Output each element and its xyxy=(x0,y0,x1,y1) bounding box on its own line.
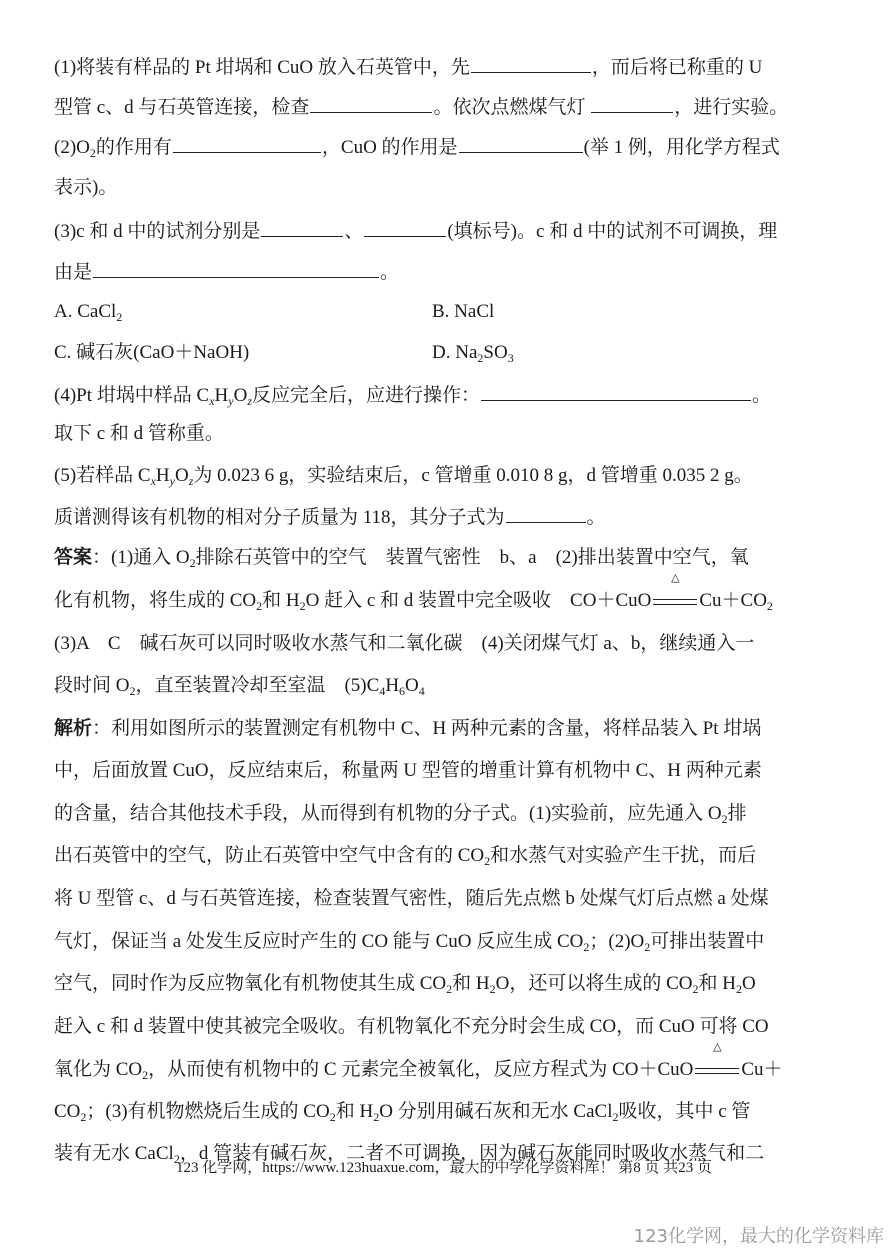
text: 、 xyxy=(344,221,364,242)
answer-line3: (3)A C 碱石灰可以同时吸收水蒸气和二氧化碳 (4)关闭煤气灯 a、b，继续通入一 xyxy=(54,633,755,654)
analysis-line3: 的含量，结合其他技术手段，从而得到有机物的分子式。(1)实验前，应先通入 $O_2$排 xyxy=(54,803,747,826)
analysis-line4: 出石英管中的空气，防止石英管中空气中含有的 $CO_2$和水蒸气对实验产生干扰，而后 xyxy=(54,845,757,868)
q3-line1 xyxy=(54,216,777,244)
text: ，CuO 的作用是 xyxy=(321,137,458,158)
heat-equals-sign: △ xyxy=(651,587,699,615)
text: 反应完全后，应进行操作： xyxy=(251,385,480,406)
text: 型管 c、d 与石英管连接，检查 xyxy=(54,97,310,118)
q5-line2 xyxy=(54,502,606,530)
answer-blank[interactable] xyxy=(459,132,583,153)
analysis-line2: 中，后面放置 CuO，反应结束后，称量两 U 型管的增重计算有机物中 C、H 两种元素 xyxy=(54,760,762,781)
analysis-line8: 赶入 c 和 d 装置中使其被完全吸收。有机物氧化不充分时会生成 CO，而 CuO 可将 CO xyxy=(54,1016,769,1037)
text: (举 1 例，用化学方程式 xyxy=(583,137,780,158)
heat-equals-sign: △ xyxy=(693,1056,741,1084)
q2-line1 xyxy=(54,132,780,160)
page-footer: 123 化学网，https://www.123huaxue.com，最大的中学化学资料库！ 第8 页 共23 页 xyxy=(175,1160,713,1176)
answer-blank[interactable] xyxy=(471,52,591,73)
q3-line2 xyxy=(54,257,399,285)
text: (3)c 和 d 中的试剂分别是 xyxy=(54,221,261,242)
answer-line2: 化有机物，将生成的 $CO_2$和 $H_2O$ 赶入 c 和 d 装置中完全吸收 CO＋CuO △ $Cu+CO_2$ xyxy=(54,572,773,613)
analysis-line7: 空气，同时作为反应物氧化有机物使其生成 $CO_2$和 $H_2O$，还可以将生成的 $CO_2$和 $H_2O$ xyxy=(54,973,756,996)
option-a: A. CaCl$_2$ xyxy=(54,301,123,324)
text: 的作用有 xyxy=(95,137,172,158)
text: 表示)。 xyxy=(54,177,118,198)
answer-blank[interactable] xyxy=(310,92,432,113)
analysis-line1: 解析：利用如图所示的装置测定有机物中 C、H 两种元素的含量，将样品装入 Pt 坩埚 xyxy=(54,718,762,739)
text: (填标号)。c 和 d 中的试剂不可调换，理 xyxy=(447,221,778,242)
answer-label: 答案 xyxy=(54,547,93,568)
option-b: B. NaCl xyxy=(432,301,495,322)
answer-blank[interactable] xyxy=(93,257,379,278)
text: 由是 xyxy=(54,262,93,283)
text: 。 xyxy=(586,507,606,528)
q4-line2 xyxy=(54,420,224,448)
q2-line2 xyxy=(54,174,117,202)
text: (4)Pt 坩埚中样品 C xyxy=(54,385,210,406)
answer-blank[interactable] xyxy=(591,92,673,113)
text: ，进行实验。 xyxy=(674,97,789,118)
answer-blank[interactable] xyxy=(506,502,586,523)
analysis-line5: 将 U 型管 c、d 与石英管连接，检查装置气密性，随后先点燃 b 处煤气灯后点燃 a 处煤 xyxy=(54,888,769,909)
answer-line1: 答案：(1)通入 $O_2$排除石英管中的空气 装置气密性 b、a (2)排出装置中空气，氧 xyxy=(54,547,749,570)
text: 为 0.023 6 g，实验结束后，c 管增重 0.010 8 g，d 管增重 0.035 2 g。 xyxy=(193,465,753,486)
text: 。依次点燃煤气灯 xyxy=(433,97,586,118)
text: 。 xyxy=(752,385,772,406)
analysis-line9: 氧化为 $CO_2$，从而使有机物中的 C 元素完全被氧化，反应方程式为 CO＋CuO △ Cu＋ xyxy=(54,1041,783,1082)
answer-blank[interactable] xyxy=(173,132,321,153)
option-d: D. $Na_2SO_3$ xyxy=(432,342,514,365)
text: 质谱测得该有机物的相对分子质量为 118，其分子式为 xyxy=(54,507,505,528)
answer-blank[interactable] xyxy=(261,216,343,237)
subscript: 2 xyxy=(89,146,96,160)
text: 。 xyxy=(380,262,400,283)
text: (2)O xyxy=(54,137,90,158)
text: ，而后将已称重的 U xyxy=(591,57,763,78)
text: (1)将装有样品的 Pt 坩埚和 CuO 放入石英管中，先 xyxy=(54,57,470,78)
analysis-line10: $CO_2$；(3)有机物燃烧后生成的 $CO_2$和 $H_2O$ 分别用碱石灰和无水 CaCl$_2$吸收，其中 c 管 xyxy=(54,1101,751,1124)
analysis-line11: 装有无水 CaCl$_2$，d 管装有碱石灰，二者不可调换，因为碱石灰能同时吸收水蒸气和二 xyxy=(54,1143,765,1166)
analysis-line6: 气灯，保证当 a 处发生反应时产生的 CO 能与 CuO 反应生成 $CO_2$；$(2)O_2$可排出装置中 xyxy=(54,931,765,954)
answer-line4: 段时间 $O_2$，直至装置冷却至室温 $(5)C_4H_6O_4$ xyxy=(54,675,425,698)
answer-blank[interactable] xyxy=(364,216,446,237)
text: (5)若样品 C xyxy=(54,465,151,486)
q1-line2 xyxy=(54,92,788,120)
q5-line1: (5)若样品 $C_xH_yO_z$为 0.023 6 g，实验结束后，c 管增重 0.010 8 g，d 管增重 0.035 2 g。 xyxy=(54,465,753,488)
option-c: C. 碱石灰(CaO＋NaOH) xyxy=(54,342,250,363)
answer-blank[interactable] xyxy=(481,380,751,401)
text: 取下 c 和 d 管称重。 xyxy=(54,423,224,444)
analysis-label: 解析 xyxy=(54,718,93,739)
q4-line1: (4)Pt 坩埚中样品 $C_xH_yO_z$反应完全后，应进行操作： 。 xyxy=(54,380,771,408)
q1-line1 xyxy=(54,52,762,80)
watermark: 123化学网，最大的化学资料库 xyxy=(633,1226,884,1247)
